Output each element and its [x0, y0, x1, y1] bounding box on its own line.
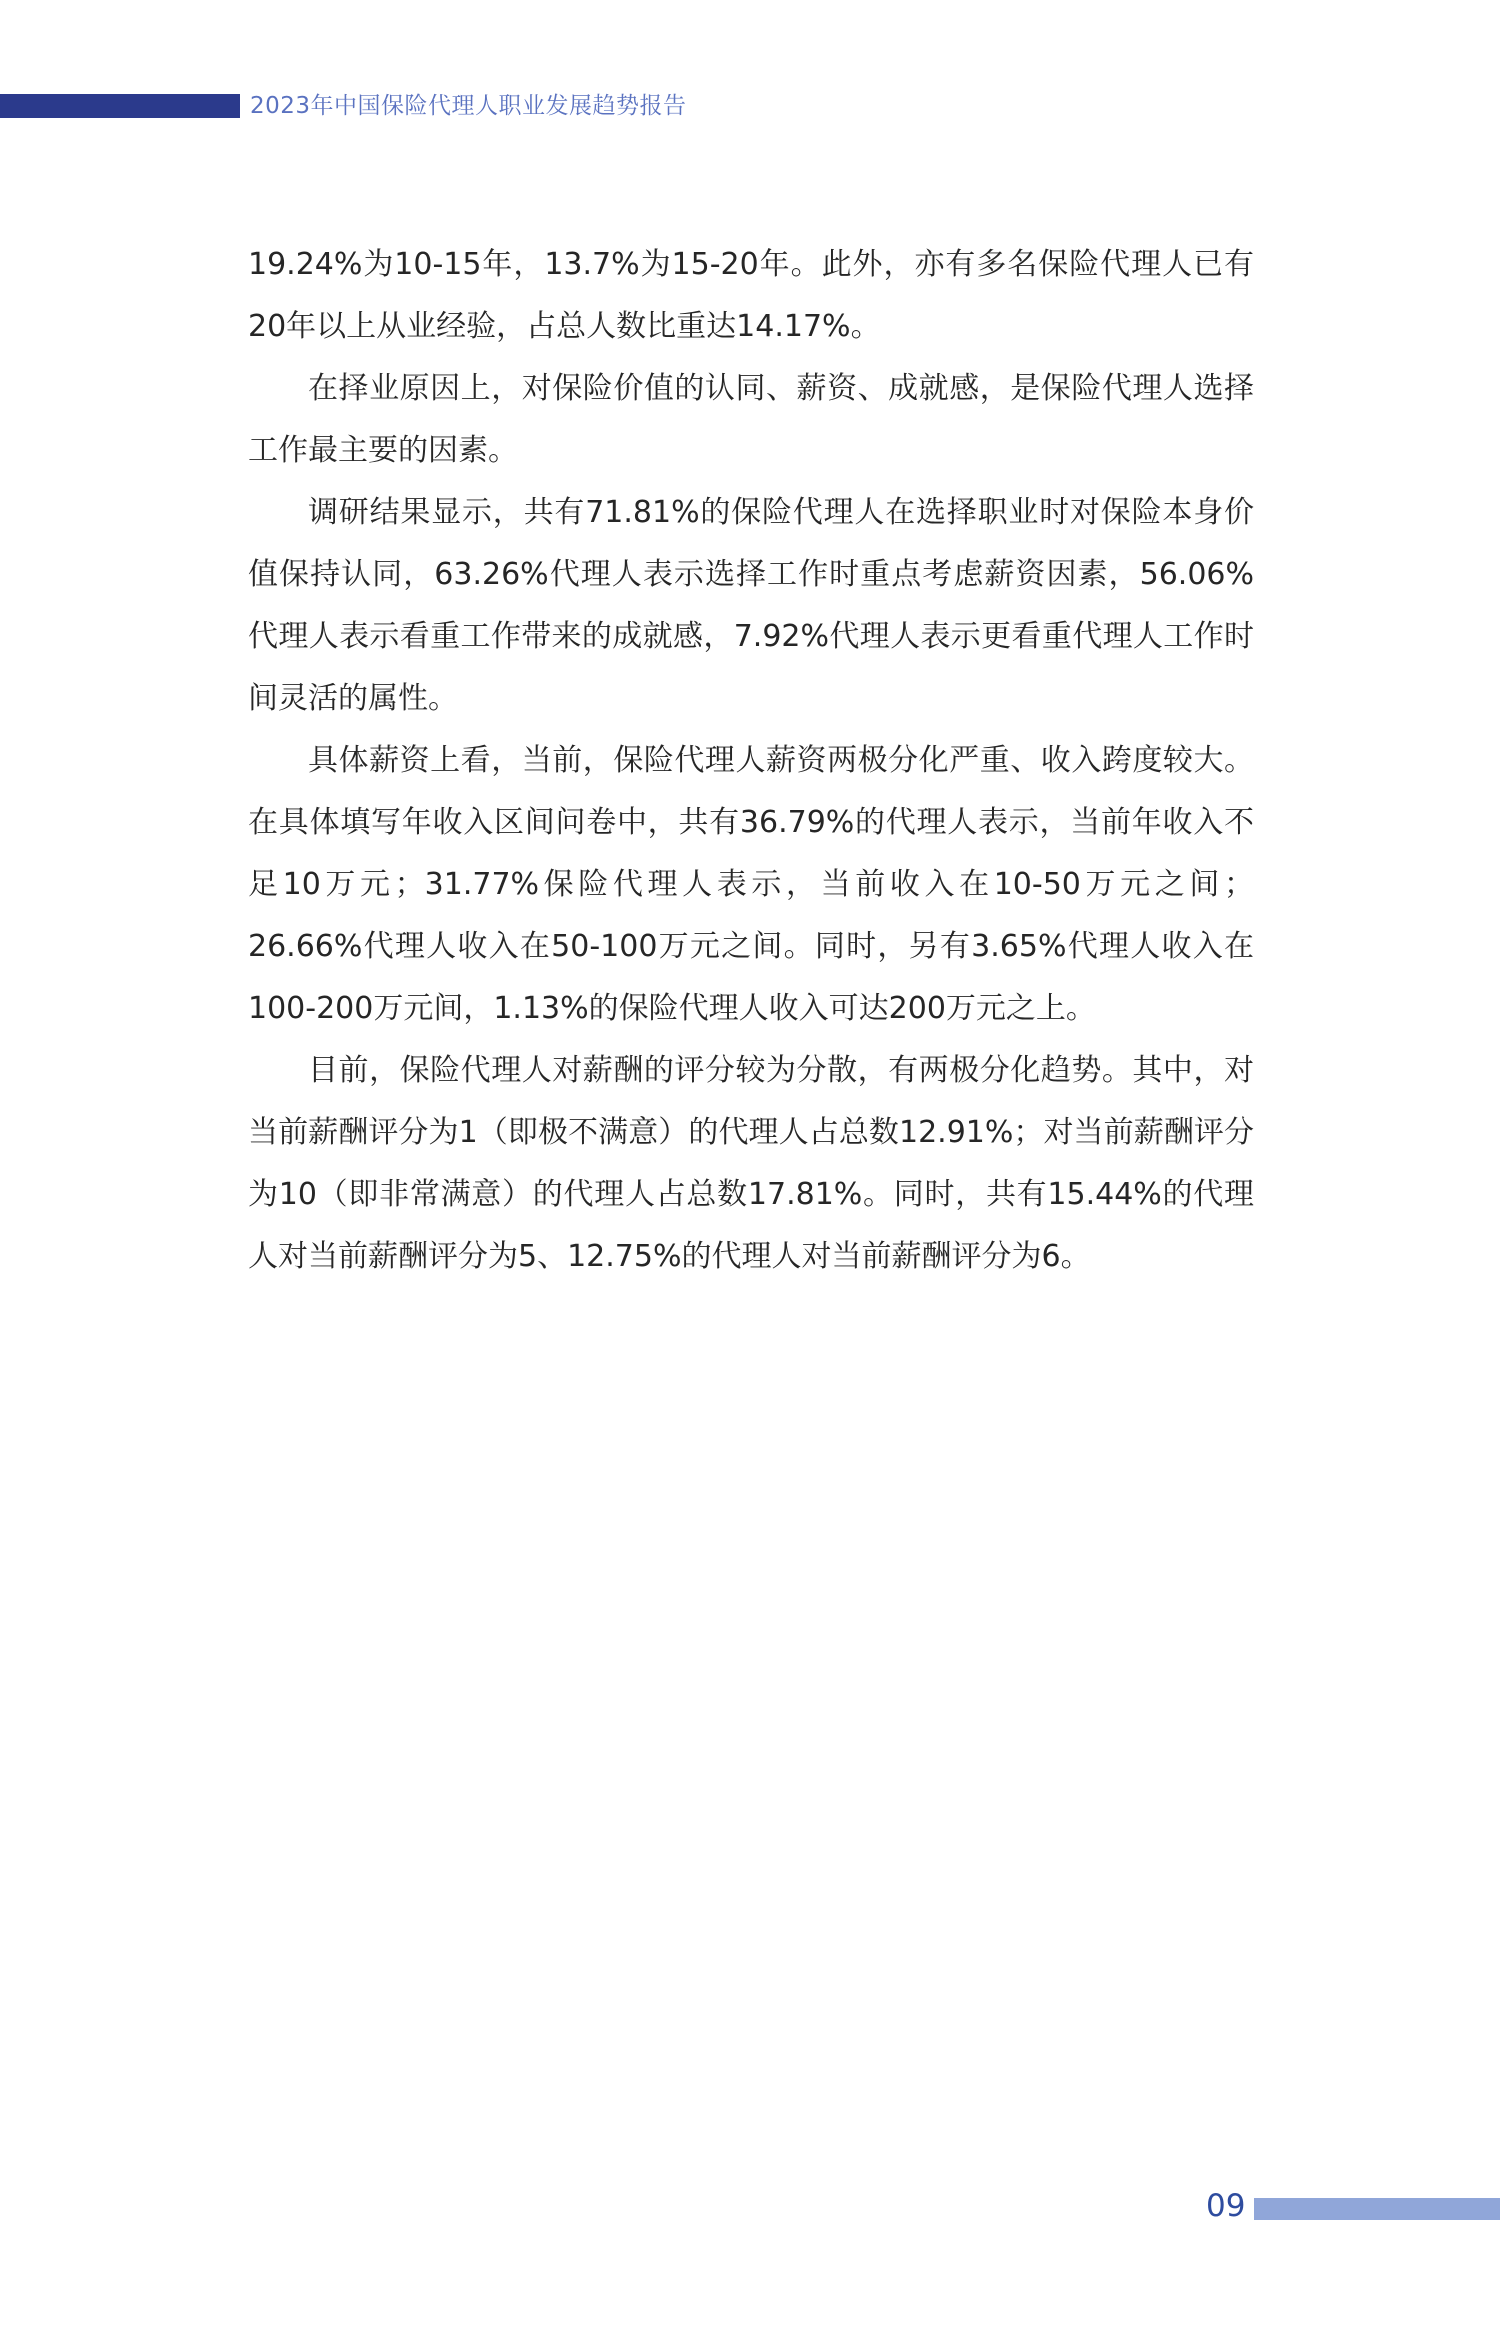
paragraph: 调研结果显示，共有71.81%的保险代理人在选择职业时对保险本身价值保持认同，63.26%代理人表示选择工作时重点考虑薪资因素，56.06%代理人表示看重工作带来的成就感，7.92%代理人表示更看重代理人工作时间灵活的属性。	[248, 495, 1254, 716]
body-text	[248, 234, 1254, 1288]
paragraph: 在择业原因上，对保险价值的认同、薪资、成就感，是保险代理人选择工作最主要的因素。	[248, 371, 1254, 468]
page-number: 09	[1206, 2188, 1246, 2224]
footer-accent-bar	[1254, 2198, 1500, 2220]
report-title: 2023年中国保险代理人职业发展趋势报告	[250, 93, 687, 119]
paragraph-continued: 19.24%为10-15年，13.7%为15-20年。此外，亦有多名保险代理人已有20年以上从业经验，占总人数比重达14.17%。	[248, 247, 1254, 344]
paragraph: 目前，保险代理人对薪酬的评分较为分散，有两极分化趋势。其中，对当前薪酬评分为1（即极不满意）的代理人占总数12.91%；对当前薪酬评分为10（即非常满意）的代理人占总数17.81%。同时，共有15.44%的代理人对当前薪酬评分为5、12.75%的代理人对当前薪酬评分为6。	[248, 1053, 1254, 1274]
header-accent-bar	[0, 94, 240, 118]
paragraph: 具体薪资上看，当前，保险代理人薪资两极分化严重、收入跨度较大。在具体填写年收入区间问卷中，共有36.79%的代理人表示，当前年收入不足10万元；31.77%保险代理人表示，当前收入在10-50万元之间；26.66%代理人收入在50-100万元之间。同时，另有3.65%代理人收入在100-200万元间，1.13%的保险代理人收入可达200万元之上。	[248, 743, 1254, 1026]
